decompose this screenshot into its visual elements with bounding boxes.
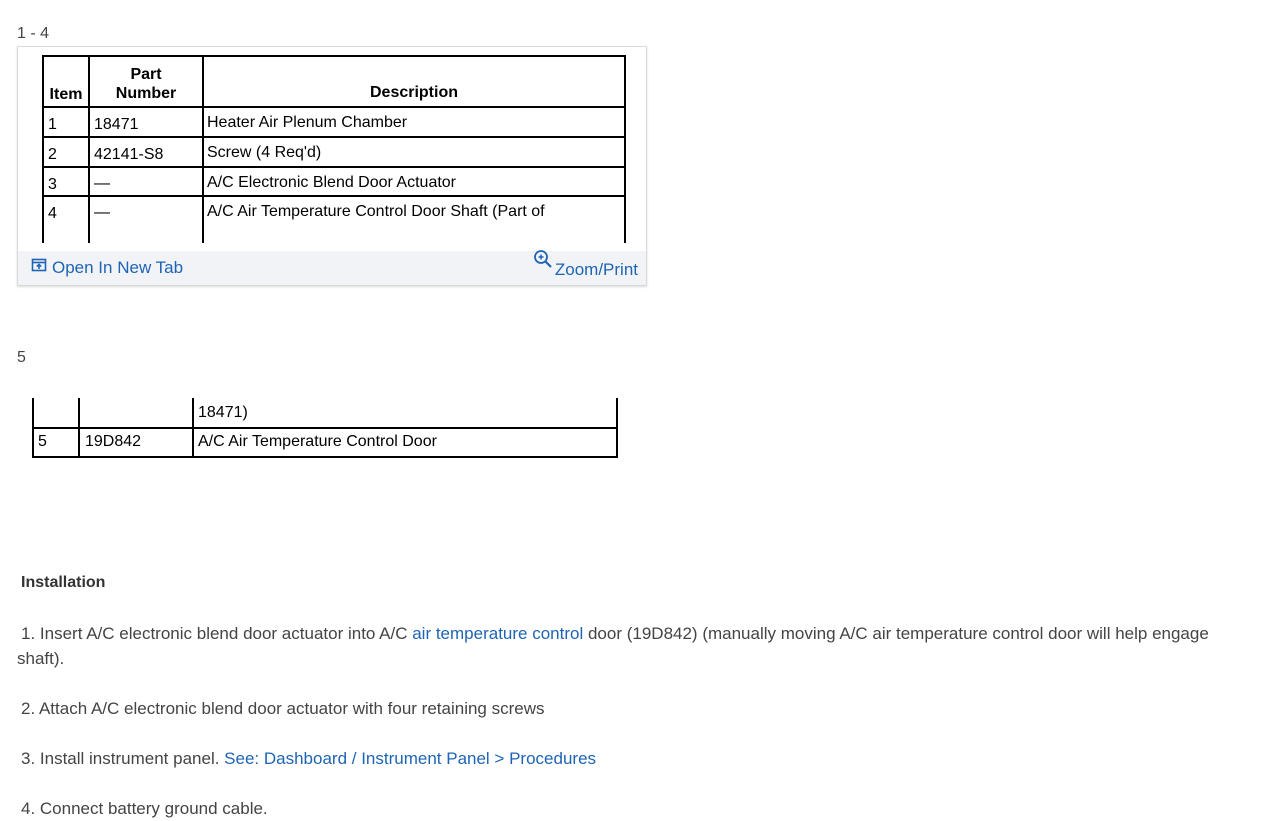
header-part-line1: Part xyxy=(130,66,162,83)
row-description: Heater Air Plenum Chamber xyxy=(207,114,408,131)
step-3 xyxy=(21,746,1251,771)
step-1 xyxy=(17,621,1247,671)
step-text: 2. Attach A/C electronic blend door actuator with four retaining screws xyxy=(21,699,545,718)
dashboard-procedures-link[interactable]: See: Dashboard / Instrument Panel > Procedures xyxy=(224,749,597,768)
row-item: 3 xyxy=(48,176,57,193)
row-description: A/C Air Temperature Control Door Shaft (Part of xyxy=(207,203,545,220)
step-text: door (19D842) (manually moving A/C air temperature control door will help engage shaft). xyxy=(17,624,1209,668)
row-item: 1 xyxy=(48,116,57,133)
row-description: Screw (4 Req'd) xyxy=(207,144,322,161)
row-part: 18471 xyxy=(94,116,139,133)
zoom-print-label: Zoom/Print xyxy=(554,259,638,279)
figure-caption: 5 xyxy=(17,349,26,366)
row-part: 19D842 xyxy=(85,433,142,450)
air-temperature-control-link[interactable]: air temperature control xyxy=(412,624,584,643)
step-2 xyxy=(21,696,1251,721)
step-text: 3. Install instrument panel. xyxy=(21,749,225,768)
step-text: 4. Connect battery ground cable. xyxy=(21,799,268,818)
row-description: A/C Air Temperature Control Door xyxy=(198,433,437,450)
header-item: Item xyxy=(49,86,83,103)
row-item: 5 xyxy=(38,433,47,450)
row-part: — xyxy=(94,175,110,192)
row-part: — xyxy=(94,204,110,221)
row-description: A/C Electronic Blend Door Actuator xyxy=(207,174,457,191)
header-part-line2: Number xyxy=(115,85,177,102)
step-4 xyxy=(21,796,1251,821)
step-text: 1. Insert A/C electronic blend door actuator into A/C xyxy=(21,624,413,643)
header-description: Description xyxy=(369,84,458,101)
parts-table-continued-image xyxy=(0,0,640,470)
open-in-new-tab-label: Open In New Tab xyxy=(52,257,184,277)
row-description: 18471) xyxy=(198,404,248,421)
row-item: 4 xyxy=(48,205,57,222)
figure-caption: 1 - 4 xyxy=(17,25,50,42)
row-item: 2 xyxy=(48,146,57,163)
row-part: 42141-S8 xyxy=(94,146,164,163)
section-title: Installation xyxy=(21,574,106,591)
